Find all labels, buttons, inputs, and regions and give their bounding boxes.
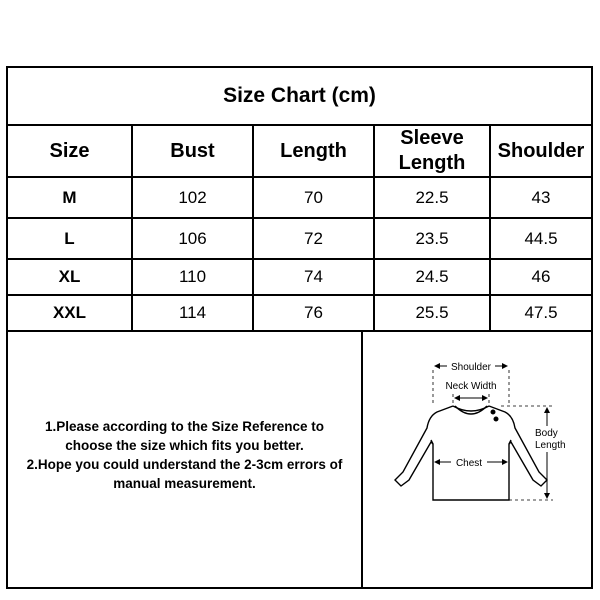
header-sleeve-line2: Length bbox=[398, 152, 466, 174]
body-length-label-line1: Body bbox=[535, 428, 558, 439]
cell-sleeve: 22.5 bbox=[375, 178, 491, 217]
cell-bust: 114 bbox=[133, 296, 254, 330]
header-sleeve-length bbox=[375, 126, 491, 176]
cell-size: L bbox=[8, 219, 133, 258]
note-line: 2.Hope you could understand the 2-3cm errors of bbox=[26, 456, 343, 472]
shoulder-label: Shoulder bbox=[450, 362, 492, 373]
cell-sleeve: 23.5 bbox=[375, 219, 491, 258]
table-row bbox=[8, 178, 591, 219]
cell-length: 74 bbox=[254, 260, 375, 294]
size-chart-table bbox=[6, 66, 593, 589]
notes-and-diagram bbox=[8, 332, 591, 587]
measurement-diagram bbox=[363, 332, 591, 587]
table-row bbox=[8, 260, 591, 296]
cell-sleeve: 25.5 bbox=[375, 296, 491, 330]
cell-size: XXL bbox=[8, 296, 133, 330]
shirt-diagram-svg bbox=[363, 332, 591, 587]
table-row bbox=[8, 219, 591, 260]
header-length: Length bbox=[254, 126, 375, 176]
note-line: 1.Please according to the Size Reference to bbox=[44, 418, 325, 434]
note-line: choose the size which fits you better. bbox=[65, 437, 304, 453]
shirt-outline-icon bbox=[395, 406, 547, 500]
body-length-label-line2: Length bbox=[535, 440, 566, 451]
cell-shoulder: 46 bbox=[531, 267, 551, 286]
cell-sleeve: 24.5 bbox=[375, 260, 491, 294]
neck-width-label: Neck Width bbox=[445, 381, 497, 392]
cell-length: 72 bbox=[254, 219, 375, 258]
cell-shoulder: 43 bbox=[531, 187, 551, 207]
cell-length: 70 bbox=[254, 178, 375, 217]
chart-title: Size Chart (cm) bbox=[8, 68, 591, 126]
chest-label: Chest bbox=[455, 458, 483, 469]
note-line: manual measurement. bbox=[113, 475, 256, 491]
cell-size: M bbox=[8, 178, 133, 217]
cell-bust: 106 bbox=[133, 219, 254, 258]
cell-size: XL bbox=[8, 260, 133, 294]
header-bust: Bust bbox=[133, 126, 254, 176]
cell-shoulder: 47.5 bbox=[524, 303, 558, 322]
cell-bust: 110 bbox=[133, 260, 254, 294]
header-size: Size bbox=[8, 126, 133, 176]
cell-shoulder: 44.5 bbox=[524, 228, 558, 248]
cell-length: 76 bbox=[254, 296, 375, 330]
header-row bbox=[8, 126, 591, 178]
cell-bust: 102 bbox=[133, 178, 254, 217]
notes-panel bbox=[8, 332, 363, 587]
table-row bbox=[8, 296, 591, 332]
header-shoulder: Shoulder bbox=[497, 139, 585, 162]
header-sleeve-line1: Sleeve bbox=[400, 127, 464, 149]
